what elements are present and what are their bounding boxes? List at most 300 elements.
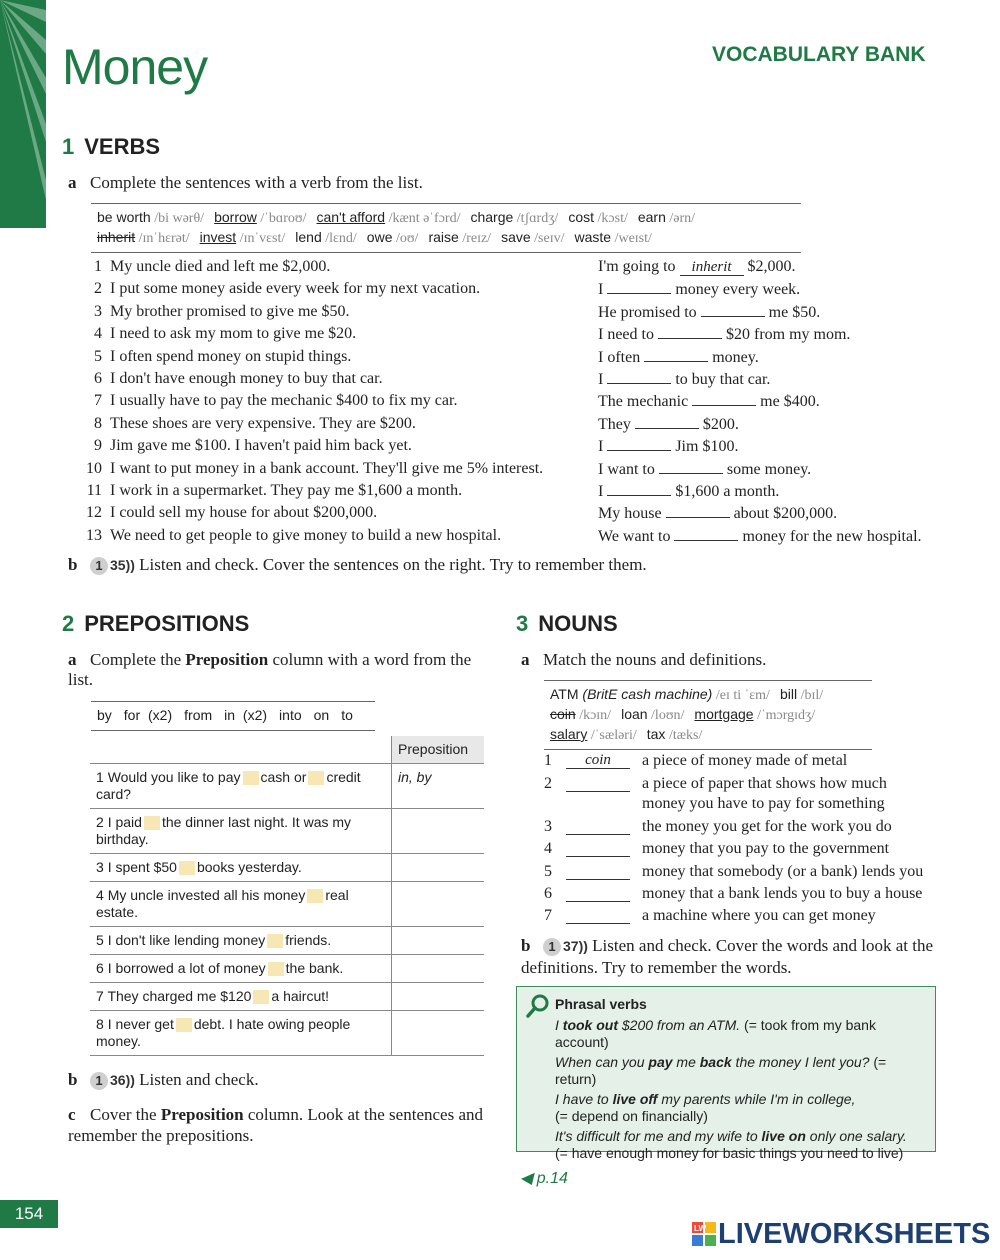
sentence-left	[80, 413, 416, 435]
s2-instruction-c: c Cover the Preposition column. Look at the sentences and remember the prepositions.	[68, 1105, 483, 1145]
item-number: 11	[86, 482, 102, 499]
item-number: 8	[94, 414, 102, 432]
sentence-end: some money.	[722, 460, 812, 478]
definition-text: a piece of money made of metal	[642, 752, 848, 769]
sentence-right	[598, 435, 738, 457]
word-item	[638, 209, 695, 225]
phonetic: /ɪnˈvɛst/	[236, 231, 286, 246]
word-item	[550, 706, 611, 722]
answer-blank[interactable]	[607, 278, 671, 294]
item-letter: a	[68, 650, 77, 669]
word: ATM	[550, 686, 579, 702]
definition-text: the money you get for the work you do	[642, 818, 892, 835]
preposition-answer[interactable]	[392, 955, 485, 983]
sentence-left	[80, 368, 383, 390]
item-number: 4	[96, 887, 108, 903]
item-number: 7	[94, 392, 102, 410]
item-number: 3	[96, 859, 108, 875]
noun-word-list	[544, 680, 872, 750]
s3-instruction-a	[521, 650, 766, 670]
sentence-left	[80, 458, 543, 480]
word: into	[279, 707, 302, 723]
item-number: 7	[544, 907, 552, 924]
definition-row	[544, 884, 932, 904]
sentence-start: The mechanic	[598, 393, 693, 411]
sentence-right	[598, 278, 800, 300]
word-list-line-1	[97, 208, 795, 228]
table-row	[90, 882, 484, 927]
gap-highlight[interactable]	[176, 1018, 192, 1032]
word: from	[184, 707, 213, 723]
section-3-heading	[516, 611, 618, 637]
word-item	[200, 229, 286, 245]
phonetic: /bɪl/	[797, 688, 824, 703]
word: raise	[428, 229, 459, 245]
sentence-right	[598, 480, 779, 502]
definition-row	[544, 862, 932, 882]
item-number: 6	[544, 885, 552, 902]
word-item	[621, 706, 684, 722]
sentence-left	[80, 390, 457, 412]
prep-sentence	[90, 1011, 392, 1056]
section-number: 2	[62, 611, 75, 636]
sentence-start: I need to	[598, 326, 658, 344]
preposition-answer[interactable]	[392, 927, 485, 955]
page-title: Money	[62, 39, 208, 95]
preposition-answer[interactable]	[392, 983, 485, 1011]
s1-instruction-a	[68, 173, 423, 193]
word-item	[550, 726, 637, 742]
verb-word-list	[91, 203, 801, 253]
vocabulary-bank-label: VOCABULARY BANK	[712, 43, 926, 66]
sentence-end: $20 from my mom.	[721, 326, 851, 344]
answer-blank[interactable]	[659, 458, 723, 474]
sentence-end: Jim $100.	[671, 438, 739, 456]
phonetic: /ˈsæləri/	[587, 728, 637, 743]
sentence-text: My uncle died and left me $2,000.	[110, 258, 331, 275]
prep-sentence	[90, 955, 392, 983]
sentence-left	[80, 435, 412, 457]
arrow-left-icon: ◀	[520, 1170, 533, 1187]
word: mortgage	[694, 706, 754, 722]
phonetic: /tʃɑrdʒ/	[513, 211, 559, 226]
sentence-text: These shoes are very expensive. They are $200.	[110, 414, 416, 432]
phonetic: /reɪz/	[458, 231, 492, 246]
phrasal-verb: pay	[648, 1054, 673, 1070]
item-number: 5	[96, 932, 108, 948]
sentence-text: I don't have enough money to buy that car.	[110, 370, 383, 387]
gap-highlight[interactable]	[307, 889, 323, 903]
sentence-part: I borrowed a lot of money	[107, 960, 266, 976]
audio-icon[interactable]: 1 35))	[90, 557, 135, 575]
example-text: me	[672, 1054, 700, 1070]
answer-blank[interactable]: inherit	[680, 260, 744, 276]
sentence-part: real estate.	[96, 887, 349, 920]
item-letter: a	[68, 173, 77, 192]
phonetic: /ˈmɔrgɪdʒ/	[753, 708, 816, 723]
phonetic: /loʊn/	[647, 708, 685, 723]
definition-row	[544, 817, 932, 837]
answer-blank[interactable]	[666, 502, 730, 518]
phonetic: /eɪ ti ˈɛm/	[712, 688, 770, 703]
sentence-end: $1,600 a month.	[671, 483, 780, 500]
item-number: 2	[544, 775, 552, 792]
meaning: (= return)	[555, 1054, 887, 1087]
answer-blank[interactable]	[701, 301, 765, 317]
preposition-word-list	[91, 701, 375, 731]
sentence-part: a haircut!	[271, 988, 330, 1004]
word: for (x2)	[123, 707, 173, 723]
gap-highlight[interactable]	[253, 990, 269, 1004]
item-number: 12	[86, 504, 102, 522]
sentence-text: I often spend money on stupid things.	[110, 347, 352, 365]
word-item	[470, 209, 558, 225]
gap-highlight[interactable]	[268, 962, 284, 976]
word-item	[647, 726, 703, 742]
section-title: NOUNS	[538, 611, 618, 636]
word-item	[214, 209, 306, 225]
answer-blank[interactable]	[566, 908, 630, 924]
word-item	[367, 229, 419, 245]
sentence-left	[80, 256, 330, 278]
section-number: 3	[516, 611, 529, 636]
instruction-text: Complete the sentences with a verb from the list.	[90, 173, 423, 192]
preposition-answer[interactable]: in, by	[392, 764, 485, 809]
answer-blank[interactable]	[692, 390, 756, 406]
item-number: 8	[96, 1016, 108, 1032]
sentence-part: credit card?	[96, 769, 361, 802]
example-text: It's difficult for me and my wife to	[555, 1128, 762, 1144]
word: bill	[779, 686, 798, 702]
example-text: the money I lent you?	[731, 1054, 870, 1070]
word: waste	[574, 229, 612, 245]
definition-row	[544, 839, 932, 859]
preposition-answer[interactable]	[392, 1011, 485, 1056]
preposition-answer[interactable]	[392, 854, 485, 882]
phrasal-verb: back	[699, 1054, 732, 1070]
table-header-row	[90, 736, 484, 764]
sentence-start: He promised to	[598, 303, 701, 321]
answer-blank[interactable]	[658, 323, 722, 339]
word-item	[97, 209, 204, 225]
sentence-end: me $400.	[756, 393, 820, 411]
prep-sentence	[90, 983, 392, 1011]
answer-blank[interactable]	[566, 819, 630, 835]
word-item	[575, 229, 652, 245]
sentence-end: money for the new hospital.	[738, 527, 922, 545]
instruction-text: Listen and check.	[139, 1070, 259, 1089]
item-number: 6	[96, 960, 108, 976]
sentence-part: cash or	[260, 769, 307, 785]
table-row	[90, 955, 484, 983]
sentence-start: I'm going to	[598, 258, 680, 275]
audio-icon[interactable]: 1 36))	[90, 1072, 135, 1090]
s3-instruction-b	[521, 935, 941, 978]
sentence-text: Jim gave me $100. I haven't paid him back yet.	[110, 437, 412, 455]
sentence-right	[598, 301, 820, 323]
table-row	[90, 983, 484, 1011]
gap-highlight[interactable]	[267, 934, 283, 948]
prep-sentence	[90, 764, 392, 809]
sentence-end: $200.	[698, 415, 739, 433]
item-number: 5	[94, 347, 102, 365]
preposition-answer[interactable]	[392, 882, 485, 927]
word-item	[550, 686, 770, 702]
gap-highlight[interactable]	[144, 816, 160, 830]
s1-instruction-b	[68, 555, 647, 575]
sentence-text: I want to put money in a bank account. They'll give me 5% interest.	[110, 459, 544, 477]
example-text: When can you	[555, 1054, 649, 1070]
sentence-part: friends.	[285, 932, 332, 948]
item-number: 13	[86, 526, 102, 544]
sentence-text: I put some money aside every week for my next vacation.	[110, 280, 481, 298]
word-item	[295, 229, 357, 245]
phrasal-verb: took out	[562, 1017, 618, 1033]
item-number: 1	[544, 752, 552, 769]
liveworksheets-brand: LIVEWORKSHEETS	[718, 1218, 991, 1250]
word-item	[694, 706, 815, 722]
table-row	[90, 1011, 484, 1056]
sentence-left	[80, 278, 480, 300]
sentence-left	[80, 346, 351, 368]
example-text: I	[555, 1017, 563, 1033]
phrasal-example	[555, 1054, 931, 1088]
word: owe	[366, 229, 393, 245]
word: to	[341, 707, 353, 723]
sentence-text: I need to ask my mom to give me $20.	[110, 325, 357, 343]
example-text: only one salary.	[805, 1128, 907, 1144]
sentence-right	[598, 502, 837, 524]
meaning: (= have enough money for basic things you need to live)	[555, 1145, 904, 1161]
sentence-right	[598, 256, 796, 278]
sentence-text: I work in a supermarket. They pay me $1,600 a month.	[110, 482, 463, 499]
sentence-start: We want to	[598, 527, 675, 545]
sentence-start: I	[598, 281, 608, 299]
sentence-part: debt. I hate owing people money.	[96, 1016, 351, 1049]
word-item	[501, 229, 564, 245]
word-list-line-2	[97, 228, 795, 248]
audio-icon[interactable]: 1 37))	[543, 936, 588, 957]
sentence-end: about $200,000.	[729, 505, 838, 523]
gap-highlight[interactable]	[308, 771, 324, 785]
table-row	[90, 809, 484, 854]
word-item	[97, 229, 190, 245]
sentence-start: They	[598, 415, 635, 433]
sentence-left	[80, 301, 350, 323]
sentence-part: the dinner last night. It was my birthday.	[96, 814, 352, 847]
table-row	[90, 764, 484, 809]
sentence-right	[598, 413, 739, 435]
phrasal-verbs-title: Phrasal verbs	[555, 996, 647, 1012]
word: inherit	[97, 229, 136, 245]
sentence-start: I	[598, 371, 608, 388]
sentence-text: I usually have to pay the mechanic $400 to fix my car.	[110, 392, 458, 410]
sentence-right	[598, 323, 850, 345]
phonetic: /kɔst/	[594, 211, 628, 226]
item-letter: a	[521, 650, 530, 669]
phonetic: /oʊ/	[392, 231, 419, 246]
answer-blank[interactable]	[607, 435, 671, 451]
sentence-right	[598, 390, 820, 412]
definition-text: money that you pay to the government	[642, 840, 890, 857]
answer-blank[interactable]: coin	[566, 753, 630, 769]
example-text: I have to	[555, 1091, 613, 1107]
sentence-text: My brother promised to give me $50.	[110, 302, 350, 320]
answer-blank[interactable]	[644, 346, 708, 362]
phrasal-example	[555, 1128, 931, 1162]
sentence-start: I often	[598, 348, 645, 366]
s2-instruction-b	[68, 1070, 259, 1090]
sentence-part: Would you like to pay	[107, 769, 241, 785]
prep-sentence	[90, 809, 392, 854]
answer-blank[interactable]	[566, 864, 630, 880]
page-reference-link[interactable]: ◀ p.14	[520, 1170, 568, 1187]
definition-text: a machine where you can get money	[642, 907, 876, 924]
definition-row	[544, 906, 932, 926]
answer-blank[interactable]	[607, 480, 671, 496]
svg-text:LW: LW	[694, 1224, 706, 1233]
definition-text: money that somebody (or a bank) lends you	[642, 863, 924, 880]
section-1-heading	[62, 134, 160, 160]
phrasal-verbs-box	[516, 986, 936, 1161]
sentence-right	[598, 368, 770, 390]
sentence-part: I never get	[107, 1016, 174, 1032]
sentence-part: I paid	[107, 814, 142, 830]
table-row	[90, 854, 484, 882]
word-item	[568, 209, 628, 225]
sentence-right	[598, 525, 922, 547]
word: in (x2)	[224, 707, 268, 723]
word: tax	[646, 726, 666, 742]
sentence-end: me $50.	[764, 303, 821, 321]
sentence-left	[80, 480, 462, 502]
answer-blank[interactable]	[566, 841, 630, 857]
sentence-start: I want to	[598, 460, 659, 478]
item-letter: b	[521, 936, 531, 955]
prep-sentence	[90, 882, 392, 927]
gap-highlight[interactable]	[179, 861, 195, 875]
phrasal-example	[555, 1017, 931, 1051]
item-letter: c	[68, 1105, 76, 1124]
sentence-end: money every week.	[671, 281, 801, 299]
prep-sentence	[90, 927, 392, 955]
instruction-text: Match the nouns and definitions.	[543, 650, 767, 669]
phonetic: /lɛnd/	[321, 231, 357, 246]
s2-instruction-a: a Complete the Preposition column with a word from the list.	[68, 650, 472, 689]
item-number: 1	[94, 258, 102, 275]
instruction-text: Listen and check. Cover the words and look at the definitions. Try to remember the words.	[521, 936, 934, 977]
meaning: (= took from my bank account)	[555, 1017, 876, 1050]
sentence-part: I don't like lending money	[107, 932, 266, 948]
item-number: 4	[544, 840, 552, 857]
page-number: 154	[0, 1200, 58, 1228]
word: invest	[199, 229, 237, 245]
word: on	[313, 707, 330, 723]
prep-sentence	[90, 854, 392, 882]
phonetic: /ˈbɑroʊ/	[256, 211, 307, 226]
preposition-answer[interactable]	[392, 809, 485, 854]
phrasal-verb: live on	[761, 1128, 806, 1144]
item-number: 3	[544, 818, 552, 835]
sentence-part: My uncle invested all his money	[107, 887, 306, 903]
phonetic: /ɪnˈhɛrət/	[135, 231, 190, 246]
item-number: 6	[94, 370, 102, 387]
section-title: VERBS	[84, 134, 161, 159]
word-note: (BritE cash machine)	[578, 686, 713, 702]
sentence-text: I could sell my house for about $200,000.	[110, 504, 378, 522]
phonetic: /seɪv/	[530, 231, 565, 246]
word: can't afford	[316, 209, 386, 225]
item-number: 1	[96, 769, 108, 785]
preposition-column-header: Preposition	[392, 736, 485, 764]
item-number: 2	[94, 280, 102, 298]
example-text: my parents while I'm in college,	[657, 1091, 856, 1107]
sentence-left	[80, 525, 501, 547]
answer-blank[interactable]	[674, 525, 738, 541]
phonetic: /weɪst/	[611, 231, 652, 246]
word: lend	[295, 229, 322, 245]
item-number: 2	[96, 814, 108, 830]
word: by	[97, 707, 112, 723]
phonetic: /tæks/	[665, 728, 703, 743]
instruction-text: Listen and check. Cover the sentences on the right. Try to remember them.	[139, 555, 647, 574]
sentence-part: the bank.	[285, 960, 344, 976]
phonetic: /kɔɪn/	[575, 708, 612, 723]
item-number: 9	[94, 437, 102, 455]
sentence-end: money.	[708, 348, 759, 366]
answer-blank[interactable]	[566, 776, 630, 792]
word-item	[316, 209, 460, 225]
preposition-table	[90, 736, 484, 1056]
word: save	[501, 229, 531, 245]
sentence-start: I	[598, 438, 608, 456]
item-number: 10	[86, 459, 102, 477]
definition-text: money that a bank lends you to buy a house	[642, 885, 923, 902]
corner-decoration	[0, 0, 46, 228]
word: borrow	[214, 209, 257, 225]
definition-text: a piece of paper that shows how much money you have to pay for something	[642, 775, 887, 812]
phrasal-verb: live off	[612, 1091, 658, 1107]
word: be worth	[97, 209, 151, 225]
answer-blank[interactable]	[635, 413, 699, 429]
sentence-right	[598, 458, 811, 480]
phonetic: /bi wərθ/	[150, 211, 205, 226]
answer-blank[interactable]	[607, 368, 671, 384]
answer-blank[interactable]	[566, 886, 630, 902]
sentence-part: I spent $50	[107, 859, 177, 875]
item-number: 4	[94, 325, 102, 343]
definition-row	[544, 774, 932, 814]
section-2-heading	[62, 611, 249, 637]
section-number: 1	[62, 134, 75, 159]
sentence-part: They charged me $120	[107, 988, 252, 1004]
definition-row	[544, 751, 932, 771]
word: earn	[637, 209, 666, 225]
sentence-left	[80, 502, 377, 524]
word: coin	[550, 706, 576, 722]
magnifier-icon	[525, 993, 551, 1022]
sentence-text: We need to get people to give money to build a new hospital.	[110, 526, 502, 544]
phonetic: /ərn/	[665, 211, 696, 226]
example-text: $200 from an ATM.	[618, 1017, 741, 1033]
sentence-right	[598, 346, 759, 368]
sentence-start: My house	[598, 505, 666, 523]
item-letter: b	[68, 555, 78, 574]
word: charge	[470, 209, 514, 225]
sentence-part: books yesterday.	[196, 859, 302, 875]
word: cost	[568, 209, 595, 225]
gap-highlight[interactable]	[243, 771, 259, 785]
